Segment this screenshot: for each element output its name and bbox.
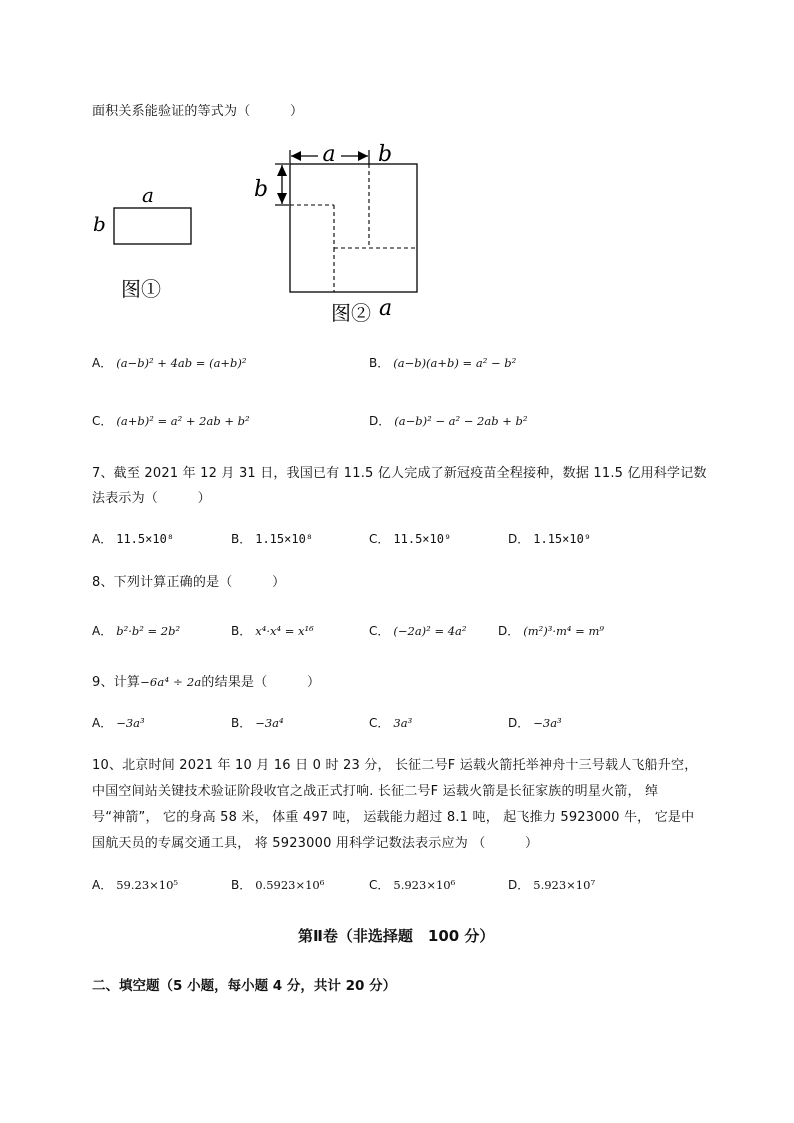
q9-option-a: A． −3a³ — [92, 716, 145, 730]
q7-stem-line2: 法表示为（ ） — [92, 491, 211, 506]
q8-option-d: D． (m²)³·m⁴ = m⁹ — [498, 624, 604, 638]
q6-stem: 面积关系能验证的等式为（ ） — [92, 104, 304, 119]
fig1-rectangle — [114, 208, 191, 244]
figure-2 — [245, 140, 420, 330]
fig2-outer-square — [290, 164, 417, 292]
part-title: 二、填空题（5 小题，每小题 4 分，共计 20 分） — [92, 978, 397, 994]
fig2-label-a-top: a — [322, 142, 336, 167]
section-title: 第Ⅱ卷（非选择题 100 分） — [298, 927, 495, 945]
q7-option-c: C． 11.5×10⁹ — [369, 532, 452, 546]
q6-option-a: A． (a−b)² + 4ab = (a+b)² — [92, 356, 247, 370]
q7-option-d: D． 1.15×10⁹ — [508, 532, 592, 546]
fig2-caption: 图② — [331, 301, 371, 325]
q8-option-a: A． b²·b² = 2b² — [92, 624, 181, 638]
q8-option-c: C． (−2a)² = 4a² — [369, 624, 467, 638]
q8-option-b: B． x⁴·x⁴ = x¹⁶ — [231, 624, 314, 638]
fig2-varrow-head-up — [277, 165, 287, 176]
q7-option-a: A． 11.5×10⁸ — [92, 532, 175, 546]
fig2-label-a-bottom: a — [379, 296, 393, 321]
q6-option-c: C． (a+b)² = a² + 2ab + b² — [92, 414, 250, 428]
q9-option-d: D． −3a³ — [508, 716, 562, 730]
fig1-label-a: a — [142, 183, 154, 207]
q10-option-a: A． 59.23×10⁵ — [92, 878, 179, 892]
q10-option-d: D． 5.923×10⁷ — [508, 878, 596, 892]
q8-stem: 8、下列计算正确的是（ ） — [92, 575, 286, 590]
q9-stem: 9、计算−6a⁴ ÷ 2a的结果是（ ） — [92, 675, 321, 690]
figure-1 — [85, 178, 210, 303]
q9-option-b: B． −3a⁴ — [231, 716, 284, 730]
q10-stem-line4: 国航天员的专属交通工具， 将 5923000 用科学记数法表示应为 （ ） — [92, 836, 539, 851]
q9-expression: −6a⁴ ÷ 2a — [140, 675, 202, 689]
fig2-label-b-left: b — [254, 177, 269, 202]
fig2-varrow-head-down — [277, 193, 287, 204]
q7-stem-line1: 7、截至 2021 年 12 月 31 日，我国已有 11.5 亿人完成了新冠疫苗全程接种，数据 11.5 亿用科学记数 — [92, 466, 707, 481]
fig1-label-b: b — [93, 212, 106, 236]
fig2-dashed-lines — [290, 164, 417, 292]
q10-stem-line2: 中国空间站关键技术验证阶段收官之战正式打响. 长征二号F 运载火箭是长征家族的明星火箭， 绰 — [92, 784, 659, 799]
fig1-caption: 图① — [121, 277, 161, 301]
fig2-arrow-left-head — [291, 151, 301, 161]
q10-option-c: C． 5.923×10⁶ — [369, 878, 456, 892]
q7-option-b: B． 1.15×10⁸ — [231, 532, 314, 546]
q6-option-d: D． (a−b)² − a² − 2ab + b² — [369, 414, 528, 428]
q9-option-c: C． 3a³ — [369, 716, 413, 730]
fig2-arrow-right-head — [358, 151, 368, 161]
q6-option-b: B． (a−b)(a+b) = a² − b² — [369, 356, 517, 370]
q10-stem-line1: 10、北京时间 2021 年 10 月 16 日 0 时 23 分， 长征二号F 运载火箭托举神舟十三号载人飞船升空， — [92, 758, 698, 773]
q10-stem-line3: 号“神箭”， 它的身高 58 米， 体重 497 吨， 运载能力超过 8.1 吨， 起飞推力 5923000 牛， 它是中 — [92, 810, 695, 825]
q10-option-b: B． 0.5923×10⁶ — [231, 878, 325, 892]
fig2-label-b-top: b — [377, 142, 393, 167]
